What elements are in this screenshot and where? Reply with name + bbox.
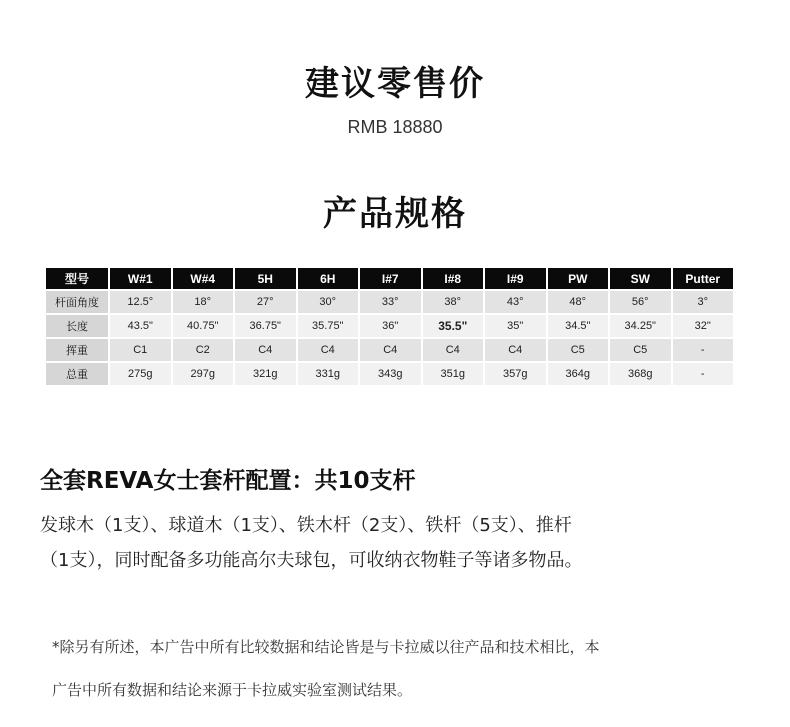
- table-cell: 33°: [360, 291, 421, 313]
- table-cell: 36": [360, 315, 421, 337]
- table-cell: 331g: [298, 363, 359, 385]
- footnote-line: *除另有所述，本广告中所有比较数据和结论皆是与卡拉威以往产品和技术相比，本: [52, 638, 600, 656]
- header-col: SW: [610, 268, 671, 289]
- table-cell: C4: [360, 339, 421, 361]
- row-label: 总重: [46, 363, 108, 385]
- row-label: 挥重: [46, 339, 108, 361]
- header-col: I#9: [485, 268, 546, 289]
- table-cell: C4: [485, 339, 546, 361]
- footnote: [52, 626, 752, 712]
- table-cell: 34.25": [610, 315, 671, 337]
- table-row: [46, 363, 733, 385]
- table-row: [46, 315, 733, 337]
- table-cell: 18°: [173, 291, 234, 313]
- table-cell: C4: [298, 339, 359, 361]
- spec-table: [44, 266, 735, 387]
- table-row: [46, 291, 733, 313]
- table-cell: 34.5": [548, 315, 609, 337]
- table-cell: 275g: [110, 363, 171, 385]
- table-cell: C4: [235, 339, 296, 361]
- spec-header-row: [46, 268, 733, 289]
- table-cell: 30°: [298, 291, 359, 313]
- table-cell: C5: [548, 339, 609, 361]
- table-row: [46, 339, 733, 361]
- table-cell: 297g: [173, 363, 234, 385]
- table-cell: 43.5": [110, 315, 171, 337]
- table-cell: C5: [610, 339, 671, 361]
- set-description: [40, 508, 740, 578]
- header-col: PW: [548, 268, 609, 289]
- row-label: 长度: [46, 315, 108, 337]
- table-cell: 351g: [423, 363, 484, 385]
- table-cell: 35.5": [423, 315, 484, 337]
- header-col: W#4: [173, 268, 234, 289]
- table-cell: 32": [673, 315, 734, 337]
- header-col: 6H: [298, 268, 359, 289]
- table-cell: 56°: [610, 291, 671, 313]
- table-cell: 40.75": [173, 315, 234, 337]
- header-col: 5H: [235, 268, 296, 289]
- table-cell: -: [673, 363, 734, 385]
- table-cell: 3°: [673, 291, 734, 313]
- header-col: W#1: [110, 268, 171, 289]
- table-cell: 36.75": [235, 315, 296, 337]
- header-col: I#7: [360, 268, 421, 289]
- table-cell: 48°: [548, 291, 609, 313]
- table-cell: C2: [173, 339, 234, 361]
- spec-title: 产品规格: [323, 194, 467, 234]
- table-cell: C1: [110, 339, 171, 361]
- set-title: 全套REVA女士套杆配置：共10支杆: [40, 468, 416, 494]
- footnote-line: 广告中所有数据和结论来源于卡拉威实验室测试结果。: [52, 681, 413, 699]
- table-cell: 35": [485, 315, 546, 337]
- table-cell: 357g: [485, 363, 546, 385]
- table-cell: 12.5°: [110, 291, 171, 313]
- price-value: RMB 18880: [347, 117, 443, 137]
- header-col: I#8: [423, 268, 484, 289]
- table-cell: 343g: [360, 363, 421, 385]
- table-cell: 27°: [235, 291, 296, 313]
- table-cell: C4: [423, 339, 484, 361]
- table-cell: 368g: [610, 363, 671, 385]
- table-cell: 321g: [235, 363, 296, 385]
- table-cell: 43°: [485, 291, 546, 313]
- row-label: 杆面角度: [46, 291, 108, 313]
- table-cell: -: [673, 339, 734, 361]
- table-cell: 35.75": [298, 315, 359, 337]
- set-description-line: 发球木（1支）、球道木（1支）、铁木杆（2支）、铁杆（5支）、推杆: [40, 515, 572, 536]
- header-model: 型号: [46, 268, 108, 289]
- set-description-line: （1支），同时配备多功能高尔夫球包，可收纳衣物鞋子等诸多物品。: [40, 550, 583, 571]
- price-title: 建议零售价: [305, 64, 485, 104]
- table-cell: 38°: [423, 291, 484, 313]
- table-cell: 364g: [548, 363, 609, 385]
- header-col: Putter: [673, 268, 734, 289]
